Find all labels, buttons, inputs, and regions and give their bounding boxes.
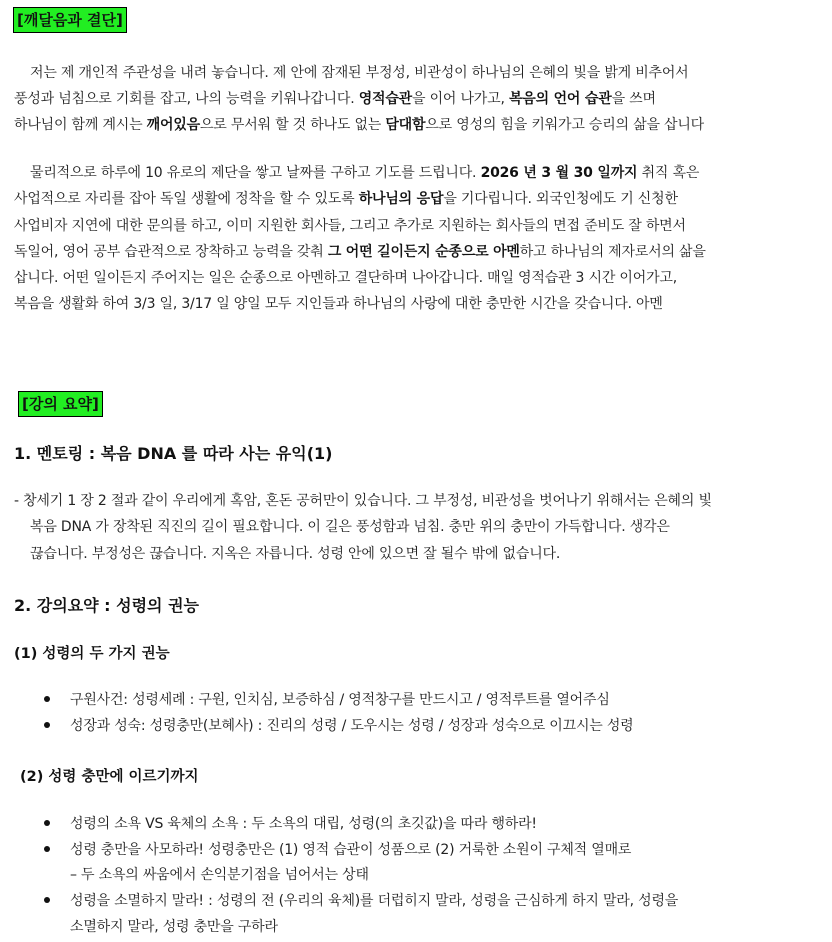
list-item: 성령을 소멸하지 말라! : 성령의 전 (우리의 육체)를 더럽히지 말라, 성령을 근심하게 하지 말라, 성령을 (70, 893, 679, 909)
text: 하고 하나님의 제자로서의 삶을 (519, 244, 706, 260)
bold-text: 영적습관 (358, 91, 412, 107)
text: 을 쓰며 (611, 91, 656, 107)
list-item: 성령 충만을 사모하라! 성령충만은 (1) 영적 습관이 성품으로 (2) 거룩한 소원이 구체적 열매로 (70, 842, 632, 858)
bold-text: 그 어떤 길이든지 순종으로 아멘 (327, 244, 520, 260)
text: 취직 혹은 (637, 165, 700, 181)
text: 으로 영성의 힘을 키워가고 승리의 삶을 삽니다 (425, 117, 704, 133)
bold-text: 담대함 (385, 117, 426, 133)
section-title-realization: [깨달음과 결단] (13, 7, 127, 33)
list-item-continuation: – 두 소욕의 싸움에서 손익분기점을 넘어서는 상태 (70, 867, 369, 883)
text: 사업적으로 자리를 잡아 독일 생활에 정착을 할 수 있도록 (14, 191, 359, 207)
mentoring-line2: 복음 DNA 가 장착된 직진의 길이 필요합니다. 이 길은 풍성함과 넘침. 충만 위의 충만이 가득합니다. 생각은 (30, 519, 670, 535)
text: 풍성과 넘침으로 기회를 잡고, 나의 능력을 키워나갑니다. (14, 91, 359, 107)
paragraph1-line3 (14, 114, 704, 134)
subheading-until-fullness: (2) 성령 충만에 이르기까지 (20, 769, 199, 785)
paragraph2-line3: 사업비자 지연에 대한 문의를 하고, 이미 지원한 회사들, 그리고 추가로 지원하는 회사들의 면접 준비도 잘 하면서 (14, 218, 686, 234)
text: 으로 무서워 할 것 하나도 없는 (199, 117, 386, 133)
paragraph2-line2 (14, 188, 678, 208)
bold-text: 2026 년 3 월 30 일까지 (480, 165, 638, 181)
list-item: 성령의 소욕 VS 육체의 소욕 : 두 소욕의 대립, 성령(의 초깃값)을 따라 행하라! (70, 816, 537, 832)
mentoring-line1: - 창세기 1 장 2 절과 같이 우리에게 혹암, 혼돈 공허만이 있습니다. 그 부정성, 비관성을 벗어나기 위해서는 은혜의 빛 (14, 493, 712, 509)
list-item: 성장과 성숙: 성령충만(보혜사) : 진리의 성령 / 도우시는 성령 / 성장과 성숙으로 이끄시는 성령 (70, 718, 634, 734)
bullet-icon (44, 846, 50, 852)
text: 물리적으로 하루에 10 유로의 제단을 쌓고 날짜를 구하고 기도를 드립니다. (30, 165, 481, 181)
text: 독일어, 영어 공부 습관적으로 장착하고 능력을 갖춰 (14, 244, 328, 260)
paragraph2-line6: 복음을 생활화 하여 3/3 일, 3/17 일 양일 모두 지인들과 하나님의 사랑에 대한 충만한 시간을 갖습니다. 아멘 (14, 296, 663, 312)
text: 하나님이 함께 계시는 (14, 117, 147, 133)
bullet-icon (44, 696, 50, 702)
paragraph1-line1: 저는 제 개인적 주관성을 내려 놓습니다. 제 안에 잠재된 부정성, 비관성이 하나님의 은혜의 빛을 밝게 비추어서 (30, 65, 689, 81)
bullet-icon (44, 897, 50, 903)
section-title-lecture-summary: [강의 요약] (18, 391, 103, 417)
text: 을 기다립니다. 외국인청에도 기 신청한 (443, 191, 678, 207)
heading-lecture-summary: 2. 강의요약 : 성령의 권능 (14, 596, 199, 615)
text: 을 이어 나가고, (412, 91, 509, 107)
paragraph2-line4 (14, 241, 706, 261)
bullet-icon (44, 722, 50, 728)
paragraph1-line2 (14, 88, 656, 108)
paragraph2-line5: 삽니다. 어떤 일이든지 주어지는 일은 순종으로 아멘하고 결단하며 나아갑니다. 매일 영적습관 3 시간 이어가고, (14, 270, 677, 286)
list-item-continuation: 소멸하지 말라, 성령 충만을 구하라 (70, 919, 278, 935)
bullet-icon (44, 820, 50, 826)
paragraph2-line1 (30, 162, 699, 182)
mentoring-line3: 끊습니다. 부정성은 끊습니다. 지옥은 자릅니다. 성령 안에 있으면 잘 될수 밖에 없습니다. (30, 546, 561, 562)
bold-text: 복음의 언어 습관 (508, 91, 612, 107)
bold-text: 깨어있음 (146, 117, 200, 133)
subheading-two-powers: (1) 성령의 두 가지 권능 (14, 646, 170, 662)
bold-text: 하나님의 응답 (358, 191, 444, 207)
heading-mentoring: 1. 멘토링 : 복음 DNA 를 따라 사는 유익(1) (14, 444, 333, 463)
list-item: 구원사건: 성령세례 : 구원, 인치심, 보증하심 / 영적창구를 만드시고 / 영적루트를 열어주심 (70, 692, 610, 708)
